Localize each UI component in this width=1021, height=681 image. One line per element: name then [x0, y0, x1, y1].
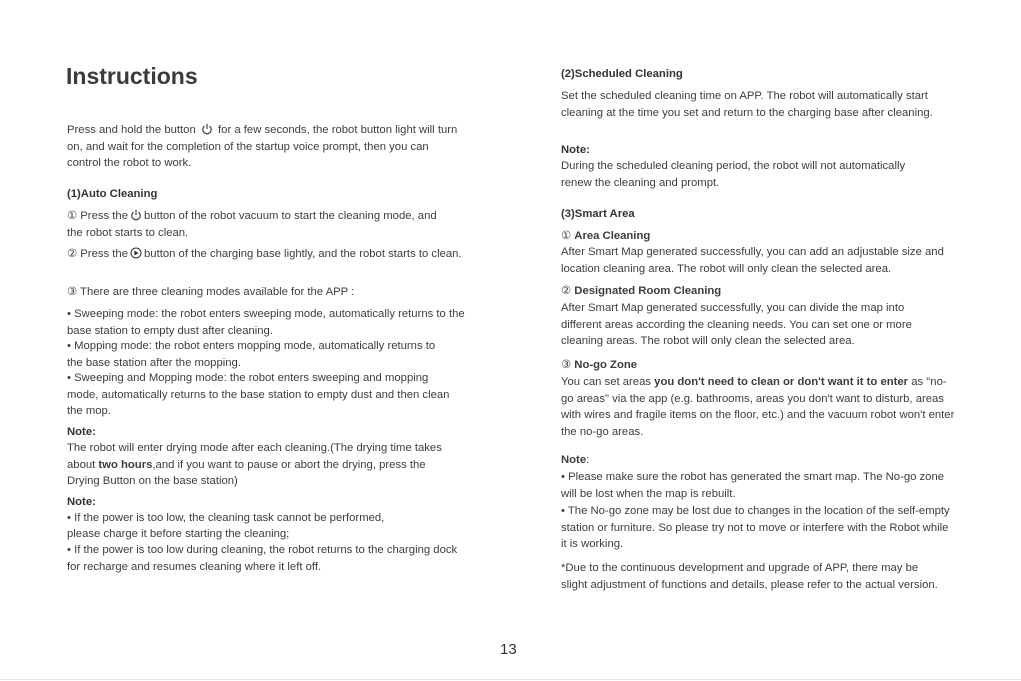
nogo-zone-title: ③ No-go Zone [561, 359, 638, 371]
mode-mopping: • Mopping mode: the robot enters mopping mode, automatically returns to the base station after the mopping. [67, 340, 436, 369]
area-cleaning-text: After Smart Map generated successfully, you can add an adjustable size and location cleaning area. The robot will only clean the selected area. [561, 246, 944, 275]
room-cleaning-text: After Smart Map generated successfully, you can divide the map into different areas according the cleaning needs. You can set one or more cleaning areas. The robot will only clean the selected area. [561, 302, 912, 347]
nogo-zone-text: You can set areas you don't need to clean or don't want it to enter as "no-go areas" via the app (e.g. bathrooms, areas you don't want to disturb, areas with wires and fragile items on the floor, etc.) and the vacuum robot won't enter the no-go areas. [561, 376, 955, 438]
note-label-1: Note: [67, 426, 96, 438]
mode-sweep-mop: • Sweeping and Mopping mode: the robot enters sweeping and mopping mode, automatically returns to the base station to empty dust and then clean the mop. [67, 372, 450, 417]
power-note-line-2: please charge it before starting the cleaning; [67, 528, 290, 540]
scheduled-note-label: Note: [561, 144, 590, 156]
area-cleaning-title: ① Area Cleaning [561, 230, 651, 242]
auto-item-1: ① Press the button of the robot vacuum to start the cleaning mode, and the robot starts to clean. [67, 210, 437, 239]
page-title: Instructions [66, 63, 198, 89]
note-label-2: Note: [67, 496, 96, 508]
scheduled-heading: (2)Scheduled Cleaning [561, 68, 683, 80]
power-note-line-1: • If the power is too low, the cleaning task cannot be performed, [67, 512, 385, 524]
power-icon [201, 123, 213, 135]
auto-item-2: ② Press the button of the charging base lightly, and the robot starts to clean. [67, 248, 462, 260]
smart-note-line-1: • Please make sure the robot has generated the smart map. The No-go zone will be lost when the map is rebuilt. [561, 471, 945, 500]
power-note-line-3: • If the power is too low during cleaning, the robot returns to the charging dock for recharge and resumes cleaning where it left off. [67, 544, 458, 573]
app-disclaimer: *Due to the continuous development and upgrade of APP, there may be slight adjustment of functions and details, please refer to the actual version. [561, 562, 938, 591]
drying-note: The robot will enter drying mode after each cleaning.(The drying time takes about two hours,and if you want to pause or abort the drying, press the Drying Button on the base station) [67, 442, 442, 487]
page-number: 13 [500, 641, 517, 658]
auto-cleaning-heading: (1)Auto Cleaning [67, 188, 158, 200]
base-play-icon [130, 247, 142, 259]
smart-note-line-2: • The No-go zone may be lost due to changes in the location of the self-empty station or furniture. So please try not to move or interfere with the Robot while it is working. [561, 505, 950, 550]
bottom-divider [0, 679, 1021, 680]
smart-area-heading: (3)Smart Area [561, 208, 635, 220]
mode-sweeping: • Sweeping mode: the robot enters sweeping mode, automatically returns to the base station to empty dust after cleaning. [67, 308, 465, 337]
scheduled-text: Set the scheduled cleaning time on APP. The robot will automatically start cleaning at the time you set and return to the charging base after cleaning. [561, 90, 933, 119]
smart-note-label: Note: [561, 454, 590, 466]
room-cleaning-title: ② Designated Room Cleaning [561, 285, 722, 297]
scheduled-note-text: During the scheduled cleaning period, the robot will not automatically renew the cleaning and prompt. [561, 160, 906, 189]
power-icon [130, 209, 142, 221]
intro-paragraph: Press and hold the button for a few seconds, the robot button light will turn on, and wait for the completion of the startup voice prompt, then you can control the robot to work. [67, 124, 458, 169]
auto-item-3: ③ There are three cleaning modes available for the APP : [67, 286, 355, 298]
